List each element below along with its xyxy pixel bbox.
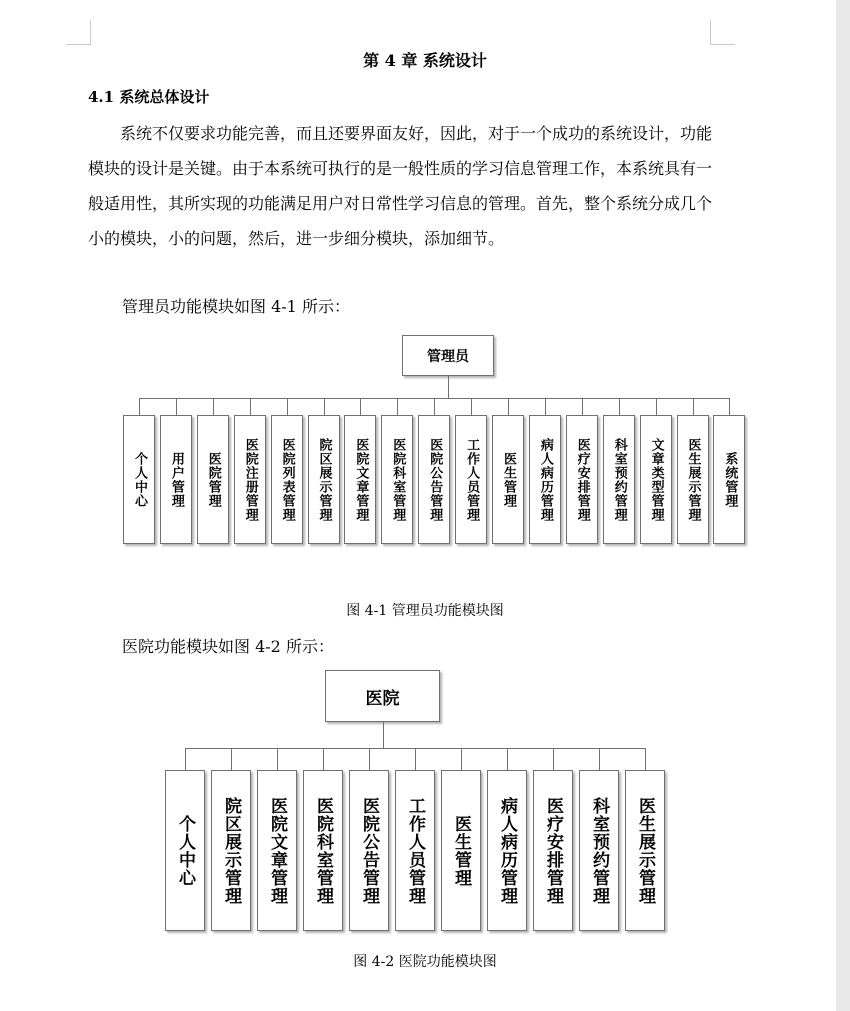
module-node: [257, 770, 297, 931]
module-node-label: 工作人员管理: [405, 796, 425, 905]
module-node-label: 医生展示管理: [685, 437, 701, 522]
admin-diagram-intro: 管理员功能模块如图 4-1 所示：: [122, 297, 350, 316]
module-node-label: 工作人员管理: [464, 437, 480, 522]
module-node: [441, 770, 481, 931]
module-node: [165, 770, 205, 931]
module-node: [303, 770, 343, 931]
module-node: [381, 415, 413, 544]
module-node-label: 医院科室管理: [313, 796, 333, 905]
root-node: 管理员: [402, 335, 494, 376]
module-node: [579, 770, 619, 931]
module-node-label: 病人病历管理: [537, 437, 553, 522]
connector-line: [287, 398, 288, 415]
connector-line: [553, 748, 554, 770]
module-node-label: 系统管理: [722, 451, 738, 508]
margin-corner-mark-left: [66, 20, 91, 45]
module-node-label: 个人中心: [132, 451, 147, 508]
connector-line: [448, 376, 449, 398]
connector-line: [213, 398, 214, 415]
module-node-label: 病人病历管理: [497, 796, 517, 905]
margin-corner-mark-right: [710, 20, 735, 45]
chapter-title: 第 4 章 系统设计: [363, 51, 487, 70]
module-node-label: 医生管理: [501, 451, 516, 508]
module-node-label: 医院注册管理: [242, 437, 258, 522]
connector-line: [139, 398, 140, 415]
connector-line: [619, 398, 620, 415]
module-node: [395, 770, 435, 931]
module-node: [713, 415, 745, 544]
connector-line: [507, 748, 508, 770]
connector-line: [508, 398, 509, 415]
module-node-label: 医院列表管理: [279, 437, 295, 522]
connector-line: [471, 398, 472, 415]
connector-line: [656, 398, 657, 415]
module-node-label: 科室预约管理: [589, 796, 609, 905]
connector-line: [323, 748, 324, 770]
module-node: [418, 415, 450, 544]
module-node: [308, 415, 340, 544]
connector-line: [185, 748, 186, 770]
admin-diagram-caption: 图 4-1 管理员功能模块图: [346, 603, 504, 619]
module-node: [566, 415, 598, 544]
module-node-label: 医疗安排管理: [543, 796, 563, 905]
module-node-label: 院区展示管理: [316, 437, 332, 522]
module-node-label: 医生展示管理: [635, 796, 655, 905]
connector-line: [599, 748, 600, 770]
module-node-label: 医院公告管理: [427, 437, 443, 522]
module-node-label: 用户管理: [168, 451, 184, 508]
module-node-label: 医疗安排管理: [574, 437, 590, 522]
module-node: [211, 770, 251, 931]
connector-line: [324, 398, 325, 415]
module-node: [625, 770, 665, 931]
connector-line: [729, 398, 730, 415]
hospital-diagram-intro: 医院功能模块如图 4-2 所示：: [122, 637, 334, 656]
body-paragraph: 系统不仅要求功能完善，而且还要界面友好，因此，对于一个成功的系统设计，功能模块的设计是关键。由于本系统可执行的是一般性质的学习信息管理工作，本系统具有一般适用性，其所实现的功能满足用户对日常性学习信息的管理。首先，整个系统分成几个小的模块，小的问题，然后，进一步细分模块，添加细节。: [88, 124, 713, 248]
connector-line: [231, 748, 232, 770]
connector-line: [545, 398, 546, 415]
section-title: 4.1 系统总体设计: [88, 88, 210, 106]
connector-line: [582, 398, 583, 415]
window-margin: [836, 0, 850, 1011]
connector-line: [645, 748, 646, 770]
module-node: [529, 415, 561, 544]
connector-line: [693, 398, 694, 415]
connector-line: [415, 748, 416, 770]
hospital-diagram-caption: 图 4-2 医院功能模块图: [353, 954, 497, 970]
connector-line: [360, 398, 361, 415]
connector-line: [369, 748, 370, 770]
module-node-label: 文章类型管理: [648, 437, 664, 522]
module-node: [603, 415, 635, 544]
module-node-label: 医院科室管理: [390, 437, 406, 522]
module-node: [492, 415, 524, 544]
root-node: 医院: [325, 670, 440, 722]
module-node: [487, 770, 527, 931]
module-node: [533, 770, 573, 931]
module-node-label: 科室预约管理: [611, 437, 627, 522]
module-node: [349, 770, 389, 931]
module-node-label: 医院文章管理: [353, 437, 369, 522]
module-node: [640, 415, 672, 544]
module-node-label: 医院公告管理: [359, 796, 379, 905]
module-node-label: 医院管理: [205, 451, 221, 508]
module-node: [234, 415, 266, 544]
connector-line: [397, 398, 398, 415]
module-node: [271, 415, 303, 544]
connector-line: [250, 398, 251, 415]
connector-line: [461, 748, 462, 770]
module-node: [160, 415, 192, 544]
connector-line: [383, 722, 384, 748]
module-node: [344, 415, 376, 544]
connector-line: [277, 748, 278, 770]
module-node-label: 院区展示管理: [221, 796, 241, 905]
module-node-label: 医生管理: [451, 814, 471, 887]
connector-line: [176, 398, 177, 415]
module-node: [123, 415, 155, 544]
module-node: [197, 415, 229, 544]
module-node-label: 医院文章管理: [267, 796, 287, 905]
module-node-label: 个人中心: [175, 814, 195, 887]
connector-line: [434, 398, 435, 415]
module-node: [455, 415, 487, 544]
module-node: [677, 415, 709, 544]
